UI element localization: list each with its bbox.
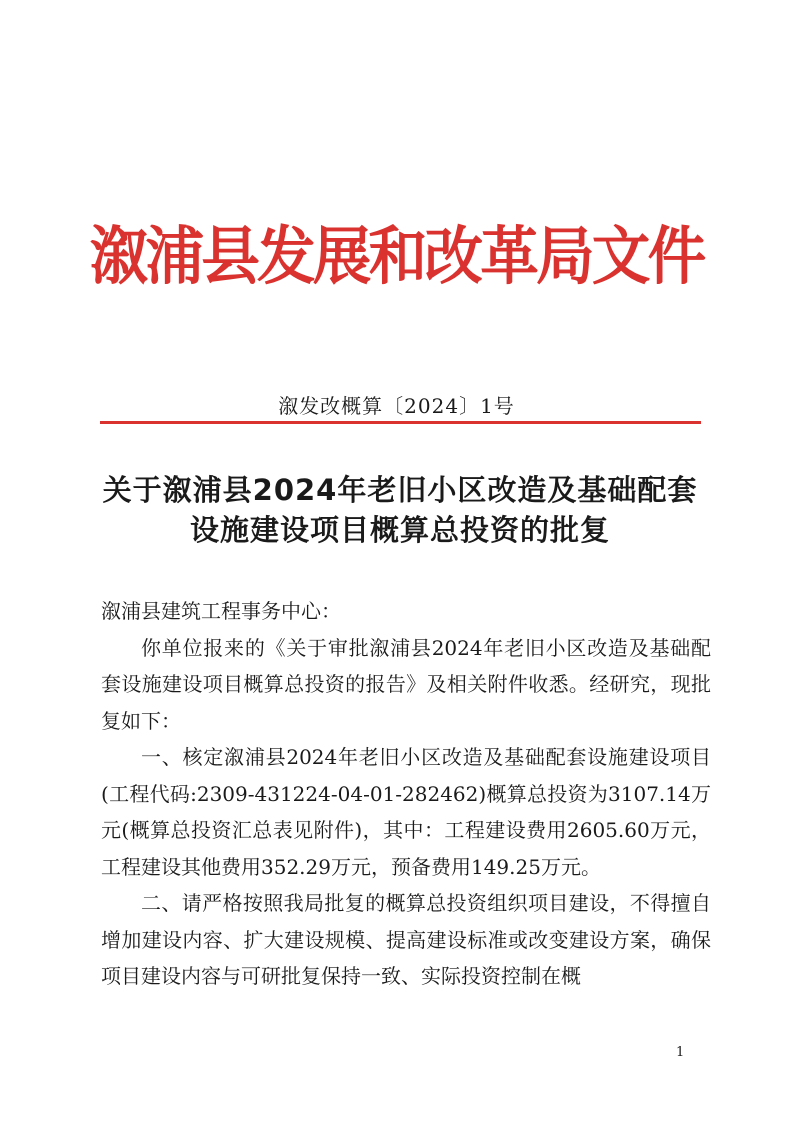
document-title-line-2: 设施建设项目概算总投资的批复 — [189, 513, 610, 547]
body-paragraph-item-2: 二、请严格按照我局批复的概算总投资组织项目建设，不得擅自增加建设内容、扩大建设规模、提高建设标准或改变建设方案，确保项目建设内容与可研批复保持一致、实际投资控制在概 — [101, 891, 711, 988]
document-title-line-1: 关于溆浦县2024年老旧小区改造及基础配套 — [102, 473, 698, 507]
document-title — [80, 470, 720, 550]
body-paragraph-item-1: 一、核定溆浦县2024年老旧小区改造及基础配套设施建设项目(工程代码:2309-431224-04-01-282462)概算总投资为3107.14万元(概算总投资汇总表见附件)，其中：工程建设费用2605.60万元，工程建设其他费用352.29万元，预备费用149.25万元。 — [101, 745, 711, 879]
body-paragraph-intro: 你单位报来的《关于审批溆浦县2024年老旧小区改造及基础配套设施建设项目概算总投资的报告》及相关附件收悉。经研究，现批复如下： — [101, 635, 711, 733]
red-divider-line — [100, 421, 701, 424]
document-number: 溆发改概算〔2024〕1号 — [278, 394, 515, 418]
issuer-red-header: 溆浦县发展和改革局文件 — [89, 220, 704, 293]
page-number: 1 — [676, 1045, 685, 1060]
addressee: 溆浦县建筑工程事务中心： — [101, 599, 341, 623]
document-body — [101, 593, 711, 995]
